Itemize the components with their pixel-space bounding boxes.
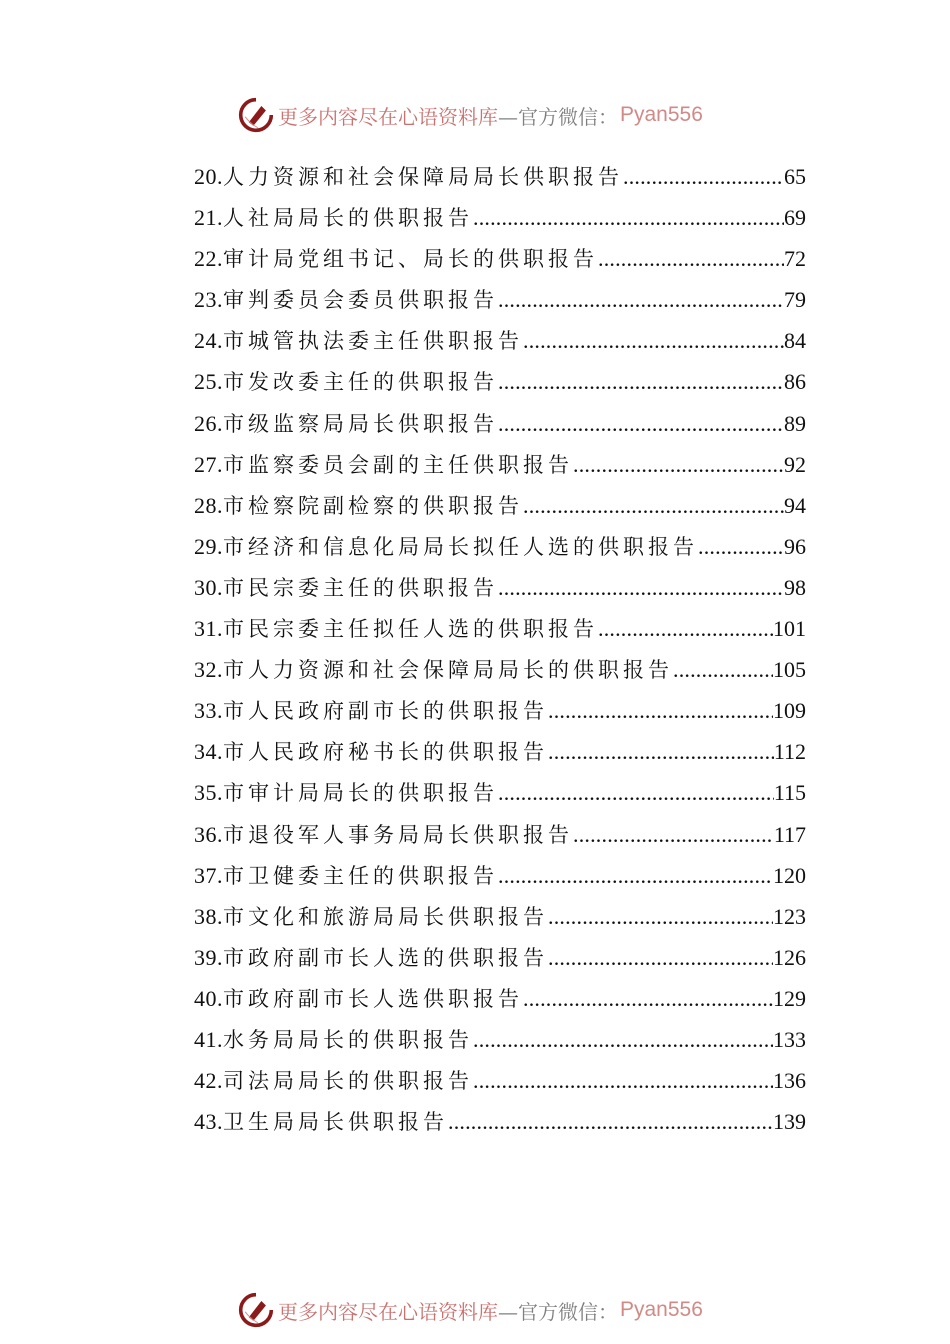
toc-entry-page: 112 (773, 739, 806, 765)
toc-entry-title: 水务局局长的供职报告 (223, 1027, 473, 1052)
toc-entry-number: 41. (194, 1026, 223, 1052)
toc-entry-number: 43. (194, 1109, 223, 1135)
toc-entry-page: 105 (773, 657, 806, 683)
toc-entry-number: 34. (194, 739, 223, 765)
toc-entry-page: 136 (773, 1068, 806, 1094)
toc-entry-page: 86 (784, 369, 806, 395)
toc-entry[interactable] (194, 197, 806, 238)
toc-leader-dots (598, 608, 773, 649)
toc-entry-number: 26. (194, 410, 223, 436)
toc-entry-title: 市监察委员会副的主任供职报告 (223, 452, 573, 477)
toc-leader-dots (523, 978, 773, 1019)
toc-leader-dots (598, 238, 784, 279)
toc-entry-number: 42. (194, 1068, 223, 1094)
pen-nib-circle-icon (238, 97, 274, 133)
toc-entry[interactable] (194, 156, 806, 197)
toc-entry[interactable] (194, 855, 806, 896)
toc-entry-title: 市人力资源和社会保障局局长的供职报告 (223, 658, 673, 683)
toc-entry-number: 35. (194, 780, 223, 806)
toc-entry[interactable] (194, 814, 806, 855)
toc-entry-page: 84 (784, 328, 806, 354)
toc-leader-dots (498, 855, 773, 896)
toc-entry[interactable] (194, 896, 806, 937)
toc-entry-title: 卫生局局长供职报告 (223, 1110, 448, 1135)
toc-entry-page: 126 (773, 944, 806, 970)
toc-entry-page: 98 (784, 574, 806, 600)
toc-entry-number: 21. (194, 205, 223, 231)
toc-entry-title: 市政府副市长人选供职报告 (223, 986, 523, 1011)
toc-leader-dots (498, 567, 784, 608)
toc-entry-title: 市人民政府秘书长的供职报告 (223, 740, 548, 765)
toc-leader-dots (698, 526, 784, 567)
toc-entry[interactable] (194, 649, 806, 690)
toc-entry-page: 79 (784, 287, 806, 313)
toc-entry-number: 31. (194, 616, 223, 642)
toc-entry-title: 市审计局局长的供职报告 (223, 781, 498, 806)
toc-entry-title: 人力资源和社会保障局局长供职报告 (223, 165, 623, 189)
toc-leader-dots (523, 485, 784, 526)
toc-entry-number: 36. (194, 821, 223, 847)
toc-entry-number: 40. (194, 985, 223, 1011)
footer-banner (238, 1290, 703, 1330)
pen-nib-circle-icon (238, 1292, 274, 1328)
banner-wechat-id: Pyan556 (620, 1298, 703, 1321)
toc-leader-dots (623, 156, 784, 197)
toc-leader-dots (448, 1101, 773, 1142)
toc-leader-dots (548, 937, 773, 978)
toc-entry-title: 司法局局长的供职报告 (223, 1069, 473, 1094)
banner-wechat-id: Pyan556 (620, 103, 703, 126)
toc-leader-dots (498, 361, 784, 402)
banner-promo-text: 更多内容尽在心语资料库 (278, 104, 498, 129)
toc-entry-page: 109 (773, 698, 806, 724)
toc-entry-number: 23. (194, 287, 223, 313)
toc-leader-dots (673, 649, 773, 690)
toc-entry-title: 市民宗委主任的供职报告 (223, 575, 498, 600)
toc-entry[interactable] (194, 361, 806, 402)
toc-leader-dots (548, 690, 773, 731)
toc-entry-number: 29. (194, 533, 223, 559)
toc-entry[interactable] (194, 279, 806, 320)
toc-entry-page: 115 (773, 780, 806, 806)
toc-leader-dots (573, 814, 774, 855)
toc-entry-number: 24. (194, 328, 223, 354)
toc-entry-page: 120 (773, 862, 806, 888)
toc-entry[interactable] (194, 1060, 806, 1101)
toc-entry-number: 25. (194, 369, 223, 395)
toc-entry[interactable] (194, 1101, 806, 1142)
toc-entry[interactable] (194, 690, 806, 731)
toc-entry-page: 133 (773, 1026, 806, 1052)
toc-entry[interactable] (194, 485, 806, 526)
toc-entry-number: 32. (194, 657, 223, 683)
toc-entry-number: 22. (194, 246, 223, 272)
toc-entry[interactable] (194, 320, 806, 361)
toc-leader-dots (498, 403, 784, 444)
toc-entry-number: 37. (194, 862, 223, 888)
banner-wechat-label: —官方微信： (498, 1299, 618, 1324)
toc-entry-title: 市检察院副检察的供职报告 (223, 493, 523, 518)
toc-entry-page: 72 (784, 246, 806, 272)
toc-entry-page: 129 (773, 985, 806, 1011)
toc-entry-number: 38. (194, 903, 223, 929)
toc-entry-title: 市民宗委主任拟任人选的供职报告 (223, 617, 598, 642)
toc-leader-dots (548, 731, 774, 772)
toc-entry-title: 市城管执法委主任供职报告 (223, 329, 523, 354)
toc-leader-dots (498, 772, 774, 813)
toc-entry[interactable] (194, 772, 806, 813)
toc-leader-dots (523, 320, 784, 361)
toc-entry-title: 市发改委主任的供职报告 (223, 370, 498, 395)
toc-entry-number: 27. (194, 451, 223, 477)
toc-leader-dots (473, 197, 784, 238)
header-banner (238, 95, 703, 135)
toc-entry-title: 市文化和旅游局局长供职报告 (223, 904, 548, 929)
toc-entry-page: 139 (773, 1109, 806, 1135)
toc-entry[interactable] (194, 238, 806, 279)
toc-leader-dots (548, 896, 773, 937)
banner-promo-text: 更多内容尽在心语资料库 (278, 1299, 498, 1324)
toc-entry[interactable] (194, 444, 806, 485)
toc-entry-title: 市退役军人事务局局长供职报告 (223, 822, 573, 847)
toc-entry[interactable] (194, 403, 806, 444)
toc-leader-dots (498, 279, 784, 320)
toc-entry[interactable] (194, 526, 806, 567)
toc-entry-page: 101 (773, 616, 806, 642)
banner-wechat-label: —官方微信： (498, 104, 618, 129)
toc-entry-title: 人社局局长的供职报告 (223, 206, 473, 231)
toc-entry-title: 市级监察局局长供职报告 (223, 411, 498, 436)
table-of-contents (194, 156, 806, 1142)
toc-entry-number: 33. (194, 698, 223, 724)
toc-entry-page: 65 (784, 164, 806, 189)
toc-entry-number: 30. (194, 574, 223, 600)
toc-entry[interactable] (194, 567, 806, 608)
toc-entry[interactable] (194, 1019, 806, 1060)
toc-entry-number: 39. (194, 944, 223, 970)
toc-entry-title: 市卫健委主任的供职报告 (223, 863, 498, 888)
toc-entry-page: 117 (773, 821, 806, 847)
toc-entry-title: 市经济和信息化局局长拟任人选的供职报告 (223, 534, 698, 559)
toc-leader-dots (473, 1060, 773, 1101)
toc-entry-title: 审判委员会委员供职报告 (223, 288, 498, 313)
toc-entry[interactable] (194, 608, 806, 649)
toc-entry-title: 市政府副市长人选的供职报告 (223, 945, 548, 970)
toc-entry-page: 69 (784, 205, 806, 231)
toc-entry[interactable] (194, 937, 806, 978)
toc-entry[interactable] (194, 978, 806, 1019)
toc-entry[interactable] (194, 731, 806, 772)
toc-leader-dots (473, 1019, 773, 1060)
toc-entry-page: 96 (784, 533, 806, 559)
toc-entry-number: 20. (194, 164, 223, 189)
toc-leader-dots (573, 444, 784, 485)
toc-entry-page: 89 (784, 410, 806, 436)
toc-entry-number: 28. (194, 492, 223, 518)
toc-entry-page: 123 (773, 903, 806, 929)
toc-entry-page: 94 (784, 492, 806, 518)
toc-entry-page: 92 (784, 451, 806, 477)
toc-entry-title: 市人民政府副市长的供职报告 (223, 699, 548, 724)
toc-entry-title: 审计局党组书记、局长的供职报告 (223, 247, 598, 272)
